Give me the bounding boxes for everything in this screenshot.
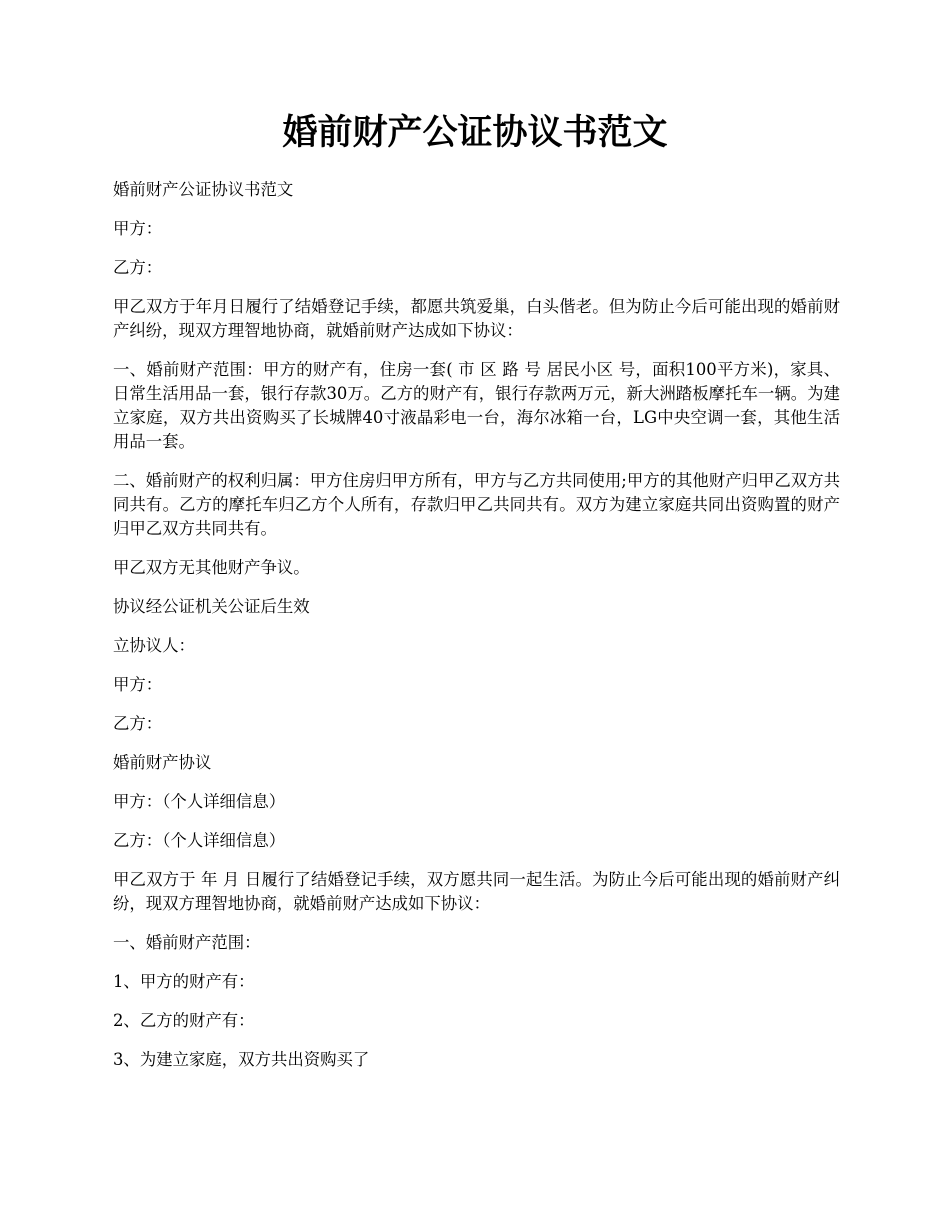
property-scope-paragraph: 一、婚前财产范围：甲方的财产有，住房一套( 市 区 路 号 居民小区 号，面积100平方米)，家具、日常生活用品一套，银行存款30万。乙方的财产有，银行存款两万元，新大洲踏板摩托车一辆。为建立家庭，双方共出资购买了长城牌40寸液晶彩电一台，海尔冰箱一台，LG中央空调一套，其他生活用品一套。: [113, 360, 840, 451]
signatories-label: 立协议人：: [113, 636, 195, 655]
signatory-party-a: 甲方：: [113, 675, 163, 694]
document-body: [113, 178, 840, 1087]
second-scope-heading: 一、婚前财产范围：: [113, 933, 261, 952]
second-party-b-line: 乙方：（个人详细信息）: [113, 831, 286, 850]
preamble-paragraph: 甲乙双方于年月日履行了结婚登记手续，都愿共筑爱巢，白头偕老。但为防止今后可能出现的婚前财产纠纷，现双方理智地协商，就婚前财产达成如下协议：: [113, 297, 840, 340]
property-ownership-paragraph: 二、婚前财产的权利归属：甲方住房归甲方所有，甲方与乙方共同使用;甲方的其他财产归甲乙双方共同共有。乙方的摩托车归乙方个人所有，存款归甲乙共同共有。双方为建立家庭共同出资购置的财产归甲乙双方共同共有。: [113, 471, 840, 538]
subtitle-paragraph: 婚前财产公证协议书范文: [113, 180, 294, 199]
item-party-a-property: 1、甲方的财产有：: [113, 972, 255, 991]
effective-clause-paragraph: 协议经公证机关公证后生效: [113, 597, 310, 616]
second-agreement-heading: 婚前财产协议: [113, 753, 212, 772]
second-preamble-paragraph: 甲乙双方于 年 月 日履行了结婚登记手续，双方愿共同一起生活。为防止今后可能出现的婚前财产纠纷，现双方理智地协商，就婚前财产达成如下协议：: [113, 870, 840, 913]
no-dispute-paragraph: 甲乙双方无其他财产争议。: [113, 558, 310, 577]
document-title: 婚前财产公证协议书范文: [282, 112, 668, 153]
party-a-line: 甲方：: [113, 219, 163, 238]
second-party-a-line: 甲方：（个人详细信息）: [113, 792, 286, 811]
item-party-b-property: 2、乙方的财产有：: [113, 1011, 255, 1030]
party-b-line: 乙方：: [113, 258, 163, 277]
signatory-party-b: 乙方：: [113, 714, 163, 733]
item-joint-purchase: 3、为建立家庭，双方共出资购买了: [113, 1050, 370, 1069]
